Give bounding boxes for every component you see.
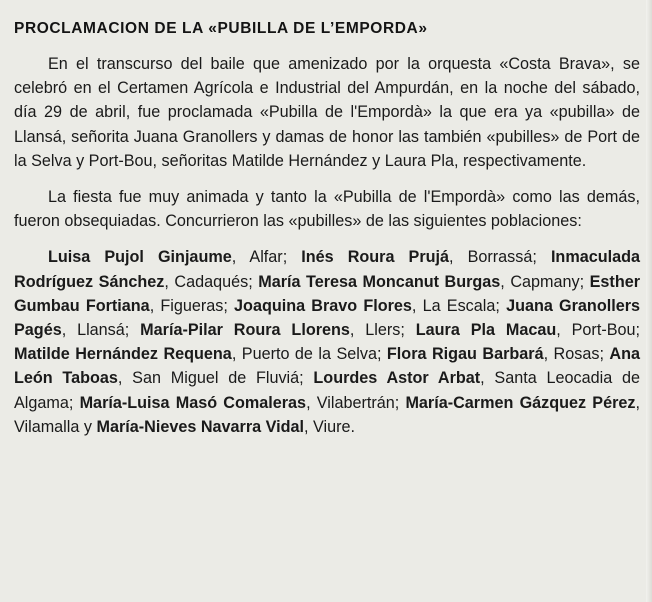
pubilla-name: Juana Granollers Pagés	[14, 296, 641, 340]
pubilla-town: Vilamalla	[14, 417, 80, 436]
pubilla-town: Rosas	[553, 345, 600, 364]
pubilles-list-paragraph: Luisa Pujol Ginjaume, Alfar; Inés Roura Prujá, Borrassá; Inmaculada Rodríguez Sánchez, Cadaqués; María Teresa Moncanut Burgas, Capmany; Esther Gumbau Fortiana, Figueras; Joaquina Bravo Flores, La Escala; Juana Granollers Pagés, Llansá; María-Pilar Roura Llorens, Llers; Laura Pla Macau, Port-Bou; Matilde Hernández Requena, Puerto de la Selva; Flora Rigau Barbará, Rosas; Ana León Taboas, San Miguel de Fluviá; Lourdes Astor Arbat, Santa Leocadia de Algama; María-Luisa Masó Comaleras, Vilabertrán; María-Carmen Gázquez Pérez, Vilamalla y María-Nieves Navarra Vidal, Viure.	[14, 248, 641, 436]
pubilla-entry: Esther Gumbau Fortiana, Figueras	[14, 272, 641, 315]
pubilla-entry: Joaquina Bravo Flores, La Escala	[234, 296, 496, 315]
pubilla-name: Esther Gumbau Fortiana	[14, 272, 641, 315]
pubilla-name: María-Nieves Navarra Vidal	[96, 417, 305, 436]
pubilla-entry: María-Carmen Gázquez Pérez, Vilamalla	[14, 393, 641, 436]
pubilla-name: Matilde Hernández Requena	[14, 345, 232, 364]
pubilla-town: Alfar	[249, 248, 283, 267]
pubilla-entry: Inmaculada Rodríguez Sánchez, Cadaqués	[14, 248, 641, 291]
article-paragraph-2: La fiesta fue muy animada y tanto la «Pubilla de l'Empordà» como las demás, fueron obsequiadas. Concurrieron las «pubilles» de las siguientes poblaciones:	[14, 188, 640, 231]
pubilla-town: Vilabertrán	[316, 393, 395, 412]
pubilla-entry: María Teresa Moncanut Burgas, Capmany	[258, 272, 580, 291]
pubilla-name: Luisa Pujol Ginjaume	[48, 248, 232, 267]
pubilla-name: Lourdes Astor Arbat	[313, 369, 481, 388]
pubilla-entry: María-Nieves Navarra Vidal, Viure	[96, 417, 351, 436]
pubilla-name: Inés Roura Prujá	[301, 248, 450, 267]
pubilla-town: Llers	[365, 321, 401, 340]
pubilla-town: Viure	[313, 417, 351, 436]
pubilla-name: María Teresa Moncanut Burgas	[258, 272, 501, 291]
pubilla-town: Borrassá	[467, 248, 533, 267]
pubilla-name: María-Carmen Gázquez Pérez	[405, 393, 636, 412]
pubilla-entry: Lourdes Astor Arbat, Santa Leocadia de Algama	[14, 369, 640, 412]
pubilla-entry: Juana Granollers Pagés, Llansá	[14, 296, 641, 340]
pubilla-entry: María-Pilar Roura Llorens, Llers	[140, 321, 401, 340]
pubilla-name: María-Pilar Roura Llorens	[140, 321, 350, 340]
pubilla-entry: Luisa Pujol Ginjaume, Alfar	[48, 248, 283, 267]
pubilla-entry: Ana León Taboas, San Miguel de Fluviá	[14, 345, 640, 388]
pubilla-entry: Matilde Hernández Requena, Puerto de la Selva	[14, 345, 377, 364]
pubilla-town: Llansá	[77, 321, 125, 340]
article-headline: PROCLAMACION DE LA «PUBILLA DE L’EMPORDA»	[14, 20, 428, 37]
pubilla-town: La Escala	[422, 296, 496, 315]
pubilla-name: Ana León Taboas	[14, 345, 640, 388]
pubilla-town: Capmany	[510, 272, 580, 291]
pubilla-town: Port-Bou	[571, 321, 636, 340]
pubilla-name: Laura Pla Macau	[415, 321, 557, 340]
pubilla-town: Santa Leocadia de Algama	[14, 369, 640, 412]
pubilla-name: Inmaculada Rodríguez Sánchez	[14, 248, 641, 291]
pubilla-entry: Inés Roura Prujá, Borrassá	[301, 248, 533, 267]
pubilla-name: María-Luisa Masó Comaleras	[79, 393, 307, 412]
page-edge-shadow	[646, 0, 652, 602]
pubilla-entry: Laura Pla Macau, Port-Bou	[415, 321, 636, 340]
pubilla-town: Puerto de la Selva	[241, 345, 377, 364]
pubilla-entry: María-Luisa Masó Comaleras, Vilabertrán	[79, 393, 395, 412]
pubilla-entry: Flora Rigau Barbará, Rosas	[386, 345, 600, 364]
pubilla-town: Cadaqués	[174, 272, 249, 291]
article-paragraph-1: En el transcurso del baile que amenizado por la orquesta «Costa Brava», se celebró en el Certamen Agrícola e Industrial del Ampurdán, en la noche del sábado, día 29 de abril, fue proclamada «Pubilla de l'Empordà» la que era ya «pubilla» de Llansá, señorita Juana Granollers y damas de honor las también «pubilles» de Port de la Selva y Port-Bou, señoritas Matilde Hernández y Laura Pla, respectivamente.	[14, 55, 640, 170]
pubilla-town: San Miguel de Fluviá	[132, 369, 300, 388]
pubilla-name: Joaquina Bravo Flores	[234, 296, 412, 315]
pubilla-town: Figueras	[160, 296, 224, 315]
pubilla-name: Flora Rigau Barbará	[386, 345, 544, 364]
